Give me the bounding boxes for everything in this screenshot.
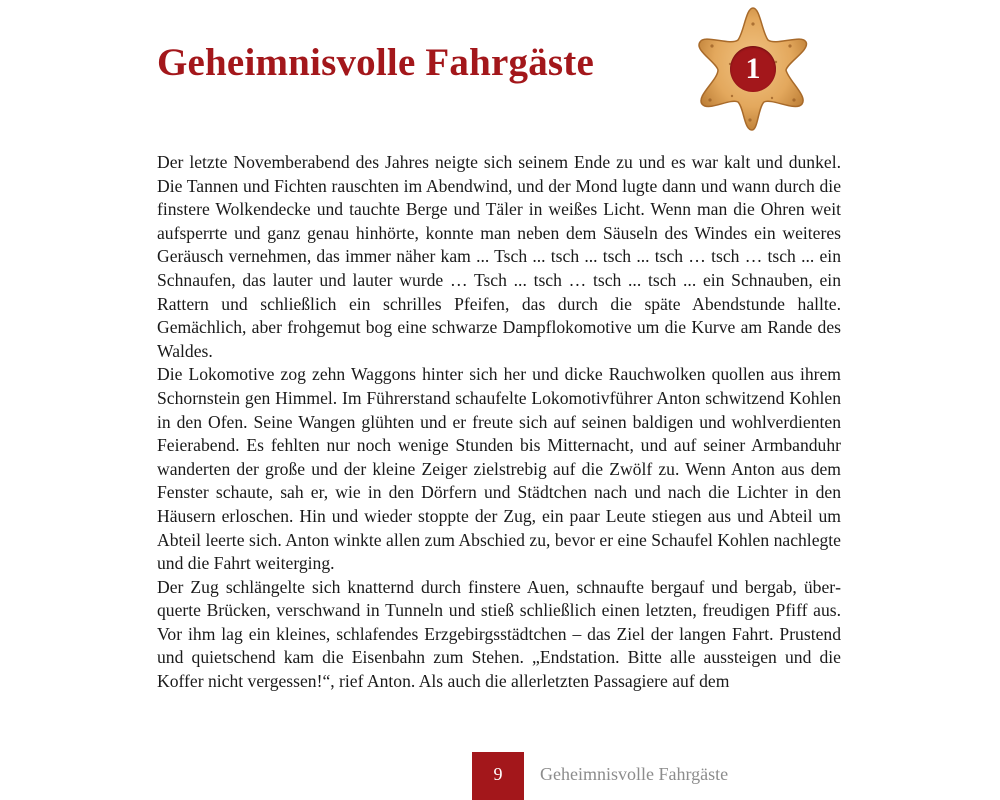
chapter-number-badge: 1 bbox=[730, 46, 776, 92]
page-footer bbox=[472, 752, 728, 800]
story-text bbox=[157, 151, 841, 694]
paragraph: Der Zug schlängelte sich knatternd durch finstere Auen, schnaufte bergauf und bergab, überquerte Brücken, verschwand in Tunneln und stieß schließlich einen letzten, freudigen Pfiff aus. Vor ihm lag ein kleines, schlafendes Erzgebirgsstädtchen – das Ziel der langen Fahrt. Prustend und quietschend kam die Eisenbahn zum Stehen. „Endstation. Bitte alle aussteigen und die Koffer nicht vergessen!“, rief Anton. Als auch die allerletzten Passagiere auf dem bbox=[157, 576, 841, 692]
chapter-badge bbox=[686, 2, 820, 136]
paragraph: Die Lokomotive zog zehn Waggons hinter sich her und dicke Rauchwolken quollen aus ihrem Schornstein gen Himmel. Im Führerstand schaufelte Lokomotivführer Anton schwitzend Kohlen in den Ofen. Seine Wangen glühten und er freute sich auf seinen baldigen und wohlverdienten Feierabend. Es fehlten nur noch wenige Stunden bis Mitternacht, und auf seiner Armbanduhr wanderten der große und der kleine Zeiger zielstrebig auf die Zwölf zu. Wenn Anton aus dem Fenster schaute, sah er, wie in den Dörfern und Städtchen nach und nach die Lichter in den Häusern erloschen. Hin und wieder stoppte der Zug, ein paar Leute stiegen aus und Abteil um Abteil leerte sich. Anton winkte allen zum Abschied zu, bevor er eine Schaufel Kohlen nachlegte und die Fahrt weiterging. bbox=[157, 364, 841, 574]
page-number: 9 bbox=[472, 752, 524, 800]
chapter-title: Geheimnisvolle Fahrgäste bbox=[157, 41, 594, 84]
paragraph: Der letzte Novemberabend des Jahres neigte sich seinem Ende zu und es war kalt und dunkel. Die Tannen und Fichten rauschten im Abendwind, und der Mond lugte dann und wann durch die finstere Wolkendecke und tauchte Berge und Täler in weißes Licht. Wenn man die Ohren weit aufsperrte und ganz genau hinhörte, konnte man neben dem Säuseln des Windes ein weiteres Geräusch vernehmen, das immer näher kam ... Tsch ... tsch ... tsch ... tsch … tsch … tsch ... ein Schnaufen, das lauter und lauter wurde … Tsch ... tsch … tsch ... tsch ... ein Schnauben, ein Rattern und schließlich ein schrilles Pfeifen, das durch die späte Abendstunde hallte. Gemächlich, aber frohgemut bog eine schwarze Dampflokomotive um die Kurve am Rande des Waldes. bbox=[157, 152, 841, 361]
running-head: Geheimnisvolle Fahrgäste bbox=[540, 764, 729, 784]
